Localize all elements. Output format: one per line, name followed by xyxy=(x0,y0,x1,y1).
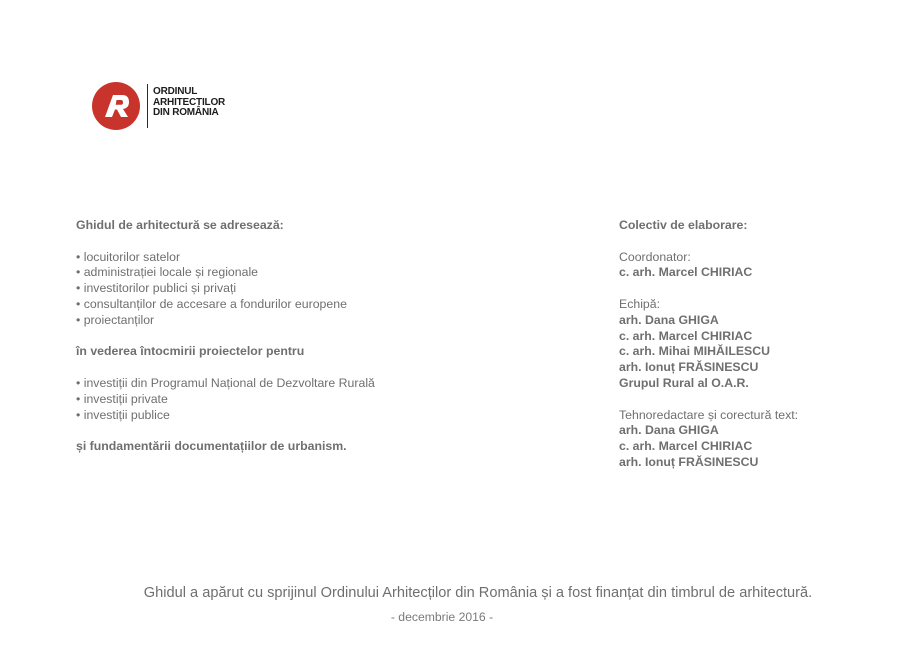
editor-name: arh. Ionuț FRĂSINESCU xyxy=(619,454,759,469)
footer-statement: Ghidul a apărut cu sprijinul Ordinului Arhitecților din România și a fost finanțat din timbrul de arhitectură. xyxy=(143,585,813,601)
publication-date: - decembrie 2016 - xyxy=(390,610,494,624)
list-item: • investiții publice xyxy=(76,407,170,422)
team-member: c. arh. Marcel CHIRIAC xyxy=(619,328,753,343)
team-member: c. arh. Mihai MIHĂILESCU xyxy=(619,344,770,359)
editing-label: Tehnoredactare și corectură text: xyxy=(619,407,799,422)
team-member: arh. Dana GHIGA xyxy=(619,312,719,327)
editor-name: arh. Dana GHIGA xyxy=(619,423,719,438)
list-item: • proiectanților xyxy=(76,312,155,327)
closing-statement: și fundamentării documentațiilor de urbanism. xyxy=(76,439,347,454)
list-item: • investitorilor publici și privați xyxy=(76,281,237,296)
audience-heading: Ghidul de arhitectură se adresează: xyxy=(76,218,284,232)
logo-line-3: DIN ROMÂNIA xyxy=(153,107,219,118)
authors-column xyxy=(619,218,899,471)
editor-name: c. arh. Marcel CHIRIAC xyxy=(619,439,753,454)
list-item: • locuitorilor satelor xyxy=(76,249,181,264)
oar-logo xyxy=(92,82,262,132)
coordinator-label: Coordonator: xyxy=(619,249,691,264)
authors-heading: Colectiv de elaborare: xyxy=(619,218,748,232)
logo-divider xyxy=(147,84,148,128)
list-item: • consultanților de accesare a fondurilor europene xyxy=(76,296,347,311)
list-item: • investiții din Programul Național de Dezvoltare Rurală xyxy=(76,375,375,390)
team-member: arh. Ionuț FRĂSINESCU xyxy=(619,360,759,375)
team-label: Echipă: xyxy=(619,296,661,311)
logo-line-2: ARHITECTILOR xyxy=(153,96,226,108)
list-item: • administrației locale și regionale xyxy=(76,265,259,280)
purpose-heading: în vederea întocmirii proiectelor pentru xyxy=(76,344,305,359)
coordinator-name: c. arh. Marcel CHIRIAC xyxy=(619,265,753,280)
list-item: • investiții private xyxy=(76,391,168,406)
audience-column xyxy=(76,218,536,455)
oar-logo-icon xyxy=(92,82,140,130)
team-member: Grupul Rural al O.A.R. xyxy=(619,375,749,390)
logo-line-1: ORDINUL xyxy=(153,86,198,97)
logo-wordmark xyxy=(153,87,263,119)
